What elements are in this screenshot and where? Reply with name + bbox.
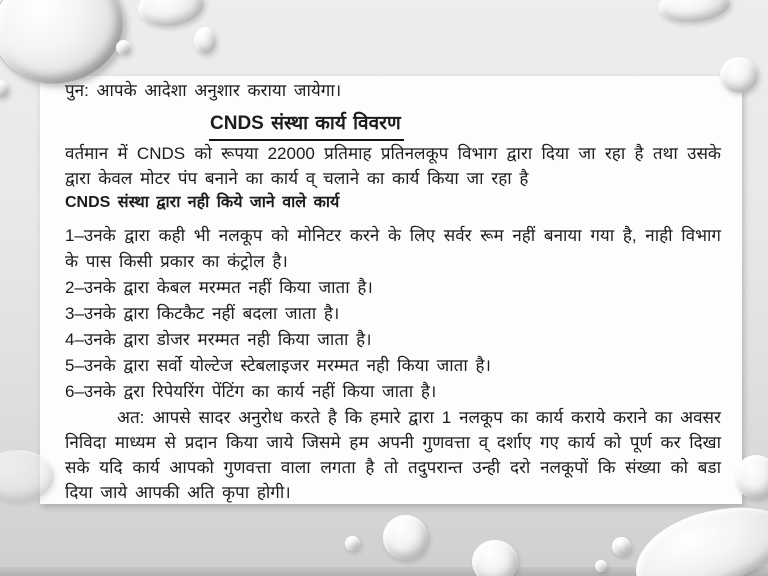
list-item: 1–उनके द्वारा कही भी नलकूप को मोनिटर करने के लिए सर्वर रूम नहीं बनाया गया है, नाही विभाग के पास किसी प्रकार का कंट्रोल है। <box>65 226 721 271</box>
title-row <box>65 111 721 141</box>
water-droplet-icon <box>116 40 131 55</box>
list-item: 6–उनके द्वरा रिपेयरिंग पेंटिंग का कार्य नहीं किया जाता है। <box>65 382 437 401</box>
list-item: 3–उनके द्वारा किटकैट नहीं बदला जाता है। <box>65 304 340 323</box>
list-item: 4–उनके द्वारा डोजर मरम्मत नही किया जाता है। <box>65 330 372 349</box>
water-droplet-icon <box>657 0 732 25</box>
intro-line: पुन: आपके आदेशा अनुशार कराया जायेगा। <box>65 81 342 100</box>
water-droplet-icon <box>612 537 631 556</box>
list-item: 2–उनके द्वारा केबल मरम्मत नहीं किया जाता है। <box>65 278 373 297</box>
list-item: 5–उनके द्वारा सर्वो योल्टेज स्टेबलाइजर मरम्मत नही किया जाता है। <box>65 356 491 375</box>
paragraph-current-work: वर्तमान में CNDS को रूपया 22000 प्रतिमाह प्रतिनलकूप विभाग द्वारा दिया जा रहा है तथा उसके द्वारा केवल मोटर पंप बनाने का कार्य व् चलाने का कार्य किया जा रहा है <box>65 144 721 188</box>
closing-request-paragraph: अत: आपसे सादर अनुरोध करते है कि हमारे द्वारा 1 नलकूप का कार्य कराये कराने का अवसर निविदा माध्यम से प्रदान किया जाये जिसमे हम अपनी गुणवत्ता व् दर्शाए गए कार्य को पूर्ण कर दिखा सके यदि कार्य आपको गुणवत्ता वाला लगता है तो तदुपरान्त उन्ही दरो नलकूपों कि संख्या को बडा दिया जाये आपकी अति कृपा होगी। <box>65 408 721 502</box>
numbered-points-list <box>65 223 721 405</box>
water-droplet-icon <box>0 80 9 98</box>
water-droplet-icon <box>136 0 207 30</box>
subheading-works-not-done: CNDS संस्था द्वारा नही किये जाने वाले कार्य <box>65 194 340 211</box>
water-droplet-icon <box>720 57 758 93</box>
scanned-document-page <box>40 76 742 504</box>
water-droplet-icon <box>472 540 518 576</box>
document-title: CNDS संस्था कार्य विवरण <box>209 112 404 141</box>
water-droplet-icon <box>383 515 428 560</box>
water-droplet-icon <box>194 27 216 54</box>
document-content <box>65 78 721 502</box>
water-droplet-icon <box>345 536 360 551</box>
water-droplet-icon <box>595 560 607 572</box>
